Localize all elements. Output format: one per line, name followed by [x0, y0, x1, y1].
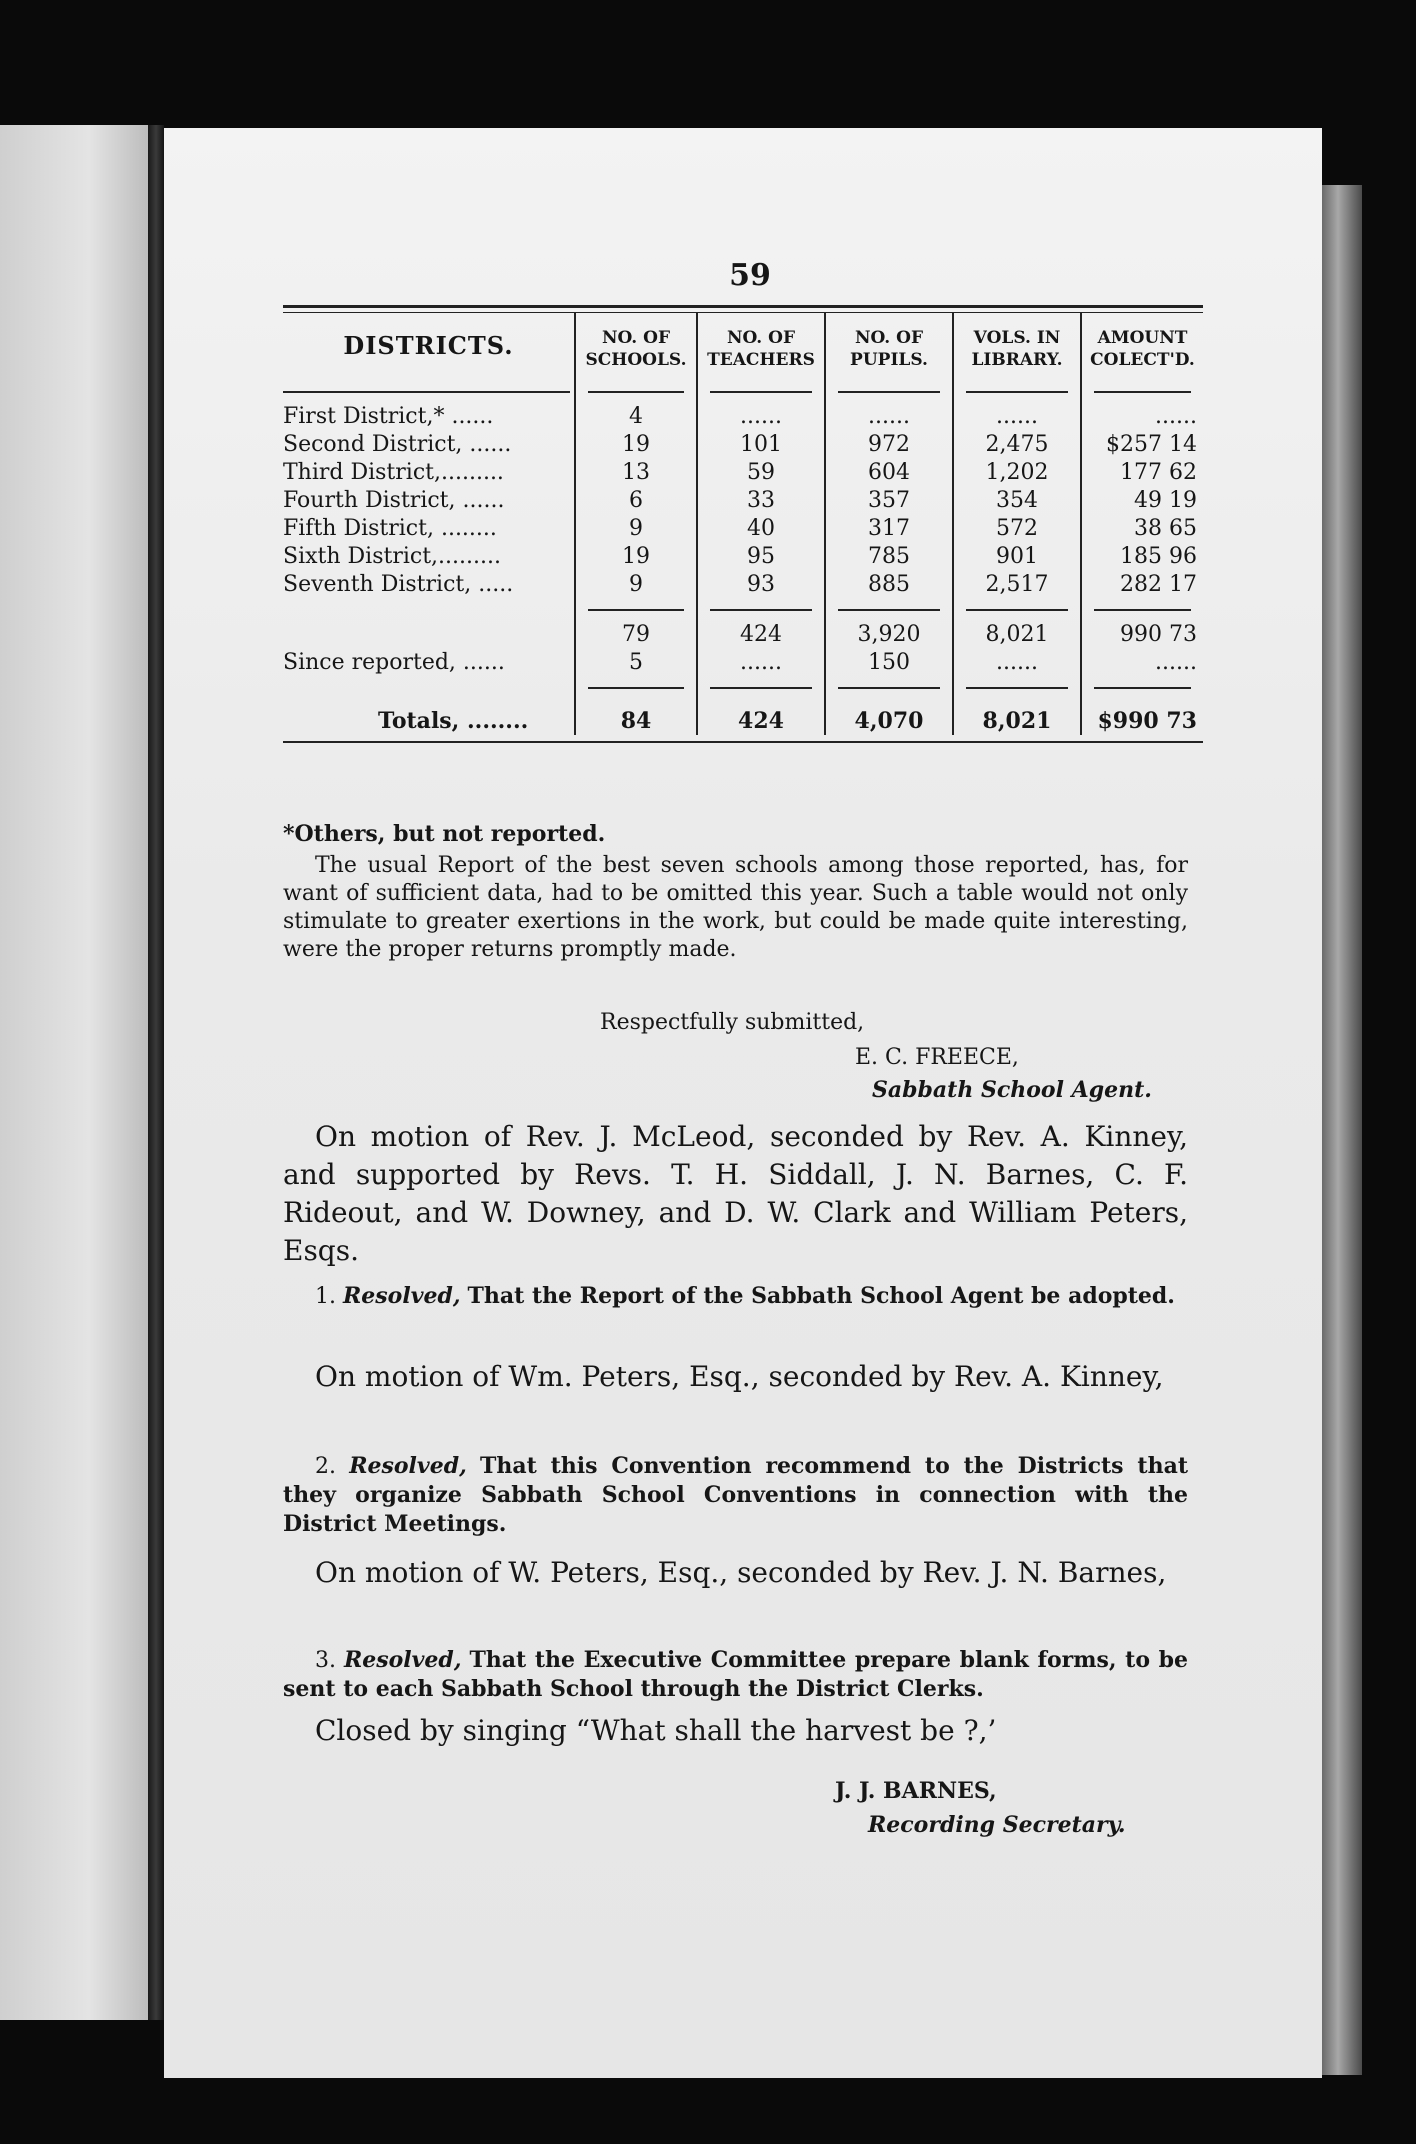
library-cell: 2,475	[953, 431, 1081, 459]
resolution-number: 1.	[315, 1284, 336, 1309]
motion-2: On motion of Wm. Peters, Esq., seconded by Rev. A. Kinney,	[315, 1360, 1164, 1393]
footnote: *Others, but not reported.	[283, 821, 606, 847]
pupils-cell: 4,070	[825, 699, 953, 735]
motion-1: On motion of Rev. J. McLeod, seconded by Rev. A. Kinney, and supported by Revs. T. H. Siddall, J. N. Barnes, C. F. Rideout, and W. Downey, and D. W. Clark and William Peters, Esqs.	[283, 1120, 1188, 1267]
library-cell: ......	[953, 649, 1081, 677]
teachers-cell: 424	[697, 621, 825, 649]
pupils-cell: 317	[825, 515, 953, 543]
book-gutter	[148, 125, 164, 2020]
library-cell: ......	[953, 403, 1081, 431]
amount-cell: 49 19	[1081, 487, 1203, 515]
table-header-row	[283, 313, 1203, 381]
amount-cell: $257 14	[1081, 431, 1203, 459]
library-cell: 2,517	[953, 571, 1081, 599]
pupils-cell: 885	[825, 571, 953, 599]
library-cell: 901	[953, 543, 1081, 571]
schools-cell: 19	[575, 431, 697, 459]
schools-cell: 5	[575, 649, 697, 677]
library-cell: 1,202	[953, 459, 1081, 487]
header-districts: DISTRICTS.	[343, 331, 514, 360]
table-row	[283, 543, 1203, 571]
table-bottom-rule	[283, 741, 1203, 743]
resolved-label: Resolved,	[349, 1453, 467, 1479]
resolution-3	[283, 1646, 1188, 1704]
districts-table	[283, 305, 1203, 743]
district-name: Third District,.........	[283, 460, 504, 485]
schools-cell: 79	[575, 621, 697, 649]
page-edge	[1322, 185, 1362, 2075]
schools-cell: 4	[575, 403, 697, 431]
pupils-cell: 3,920	[825, 621, 953, 649]
since-reported-row	[283, 649, 1203, 677]
amount-cell: 185 96	[1081, 543, 1203, 571]
amount-cell: 990 73	[1081, 621, 1203, 649]
resolved-label: Resolved,	[343, 1647, 462, 1673]
header-schools: NO. OF SCHOOLS.	[575, 313, 697, 381]
library-cell: 8,021	[953, 699, 1081, 735]
amount-cell: $990 73	[1081, 699, 1203, 735]
district-name: Sixth District,.........	[283, 544, 501, 569]
library-cell: 8,021	[953, 621, 1081, 649]
pupils-cell: ......	[825, 403, 953, 431]
closing-line: Closed by singing “What shall the harvest be ?,’	[315, 1714, 997, 1747]
pupils-cell: 972	[825, 431, 953, 459]
table-row	[283, 403, 1203, 431]
schools-cell: 19	[575, 543, 697, 571]
amount-cell: 38 65	[1081, 515, 1203, 543]
amount-cell: 282 17	[1081, 571, 1203, 599]
table-row	[283, 431, 1203, 459]
facing-page	[0, 125, 148, 2020]
page-number: 59	[729, 258, 771, 293]
schools-cell: 84	[575, 699, 697, 735]
schools-cell: 9	[575, 515, 697, 543]
table-top-rule	[283, 305, 1203, 313]
totals-row	[283, 699, 1203, 735]
table-row	[283, 515, 1203, 543]
secretary-name: J. J. BARNES,	[835, 1778, 997, 1804]
subtotal-label	[283, 621, 575, 649]
signature-title: Sabbath School Agent.	[872, 1077, 1152, 1103]
header-library: VOLS. IN LIBRARY.	[953, 313, 1081, 381]
resolution-number: 3.	[315, 1648, 336, 1673]
amount-cell: ......	[1081, 403, 1203, 431]
schools-cell: 6	[575, 487, 697, 515]
district-name: Fourth District, ......	[283, 488, 505, 513]
amount-cell: ......	[1081, 649, 1203, 677]
district-name: Seventh District, .....	[283, 572, 514, 597]
header-amount: AMOUNT COLECT'D.	[1081, 313, 1203, 381]
teachers-cell: ......	[697, 649, 825, 677]
signature-closing: Respectfully submitted,	[600, 1010, 865, 1035]
resolution-text: That the Executive Committee prepare blank forms, to be sent to each Sabbath School through the District Clerks.	[283, 1647, 1188, 1702]
header-teachers: NO. OF TEACHERS	[697, 313, 825, 381]
teachers-cell: 33	[697, 487, 825, 515]
schools-cell: 9	[575, 571, 697, 599]
table-row	[283, 571, 1203, 599]
resolution-text: That the Report of the Sabbath School Agent be adopted.	[467, 1283, 1175, 1309]
resolution-number: 2.	[315, 1454, 336, 1479]
resolved-label: Resolved,	[343, 1283, 461, 1309]
pupils-cell: 150	[825, 649, 953, 677]
table-row	[283, 487, 1203, 515]
signature-name: E. C. FREECE,	[855, 1045, 1019, 1070]
pupils-cell: 785	[825, 543, 953, 571]
totals-label: Totals, ........	[378, 708, 529, 734]
subtotal-row	[283, 621, 1203, 649]
teachers-cell: 424	[697, 699, 825, 735]
resolution-text: That this Convention recommend to the Districts that they organize Sabbath School Conventions in connection with the District Meetings.	[283, 1453, 1188, 1537]
library-cell: 572	[953, 515, 1081, 543]
report-paragraph: The usual Report of the best seven schools among those reported, has, for want of sufficient data, had to be omitted this year. Such a table would not only stimulate to greater exertions in the work, but could be made quite interesting, were the proper returns promptly made.	[283, 853, 1188, 962]
teachers-cell: 59	[697, 459, 825, 487]
motion-3: On motion of W. Peters, Esq., seconded by Rev. J. N. Barnes,	[315, 1556, 1167, 1589]
pupils-cell: 357	[825, 487, 953, 515]
teachers-cell: ......	[697, 403, 825, 431]
teachers-cell: 93	[697, 571, 825, 599]
secretary-title: Recording Secretary.	[868, 1812, 1126, 1838]
header-pupils: NO. OF PUPILS.	[825, 313, 953, 381]
district-name: Second District, ......	[283, 432, 512, 457]
library-cell: 354	[953, 487, 1081, 515]
since-reported-label: Since reported, ......	[283, 650, 505, 675]
amount-cell: 177 62	[1081, 459, 1203, 487]
table-row	[283, 459, 1203, 487]
teachers-cell: 101	[697, 431, 825, 459]
district-name: First District,* ......	[283, 404, 494, 429]
schools-cell: 13	[575, 459, 697, 487]
teachers-cell: 95	[697, 543, 825, 571]
district-name: Fifth District, ........	[283, 516, 497, 541]
resolution-2	[283, 1452, 1188, 1539]
resolution-1	[283, 1282, 1188, 1311]
pupils-cell: 604	[825, 459, 953, 487]
teachers-cell: 40	[697, 515, 825, 543]
